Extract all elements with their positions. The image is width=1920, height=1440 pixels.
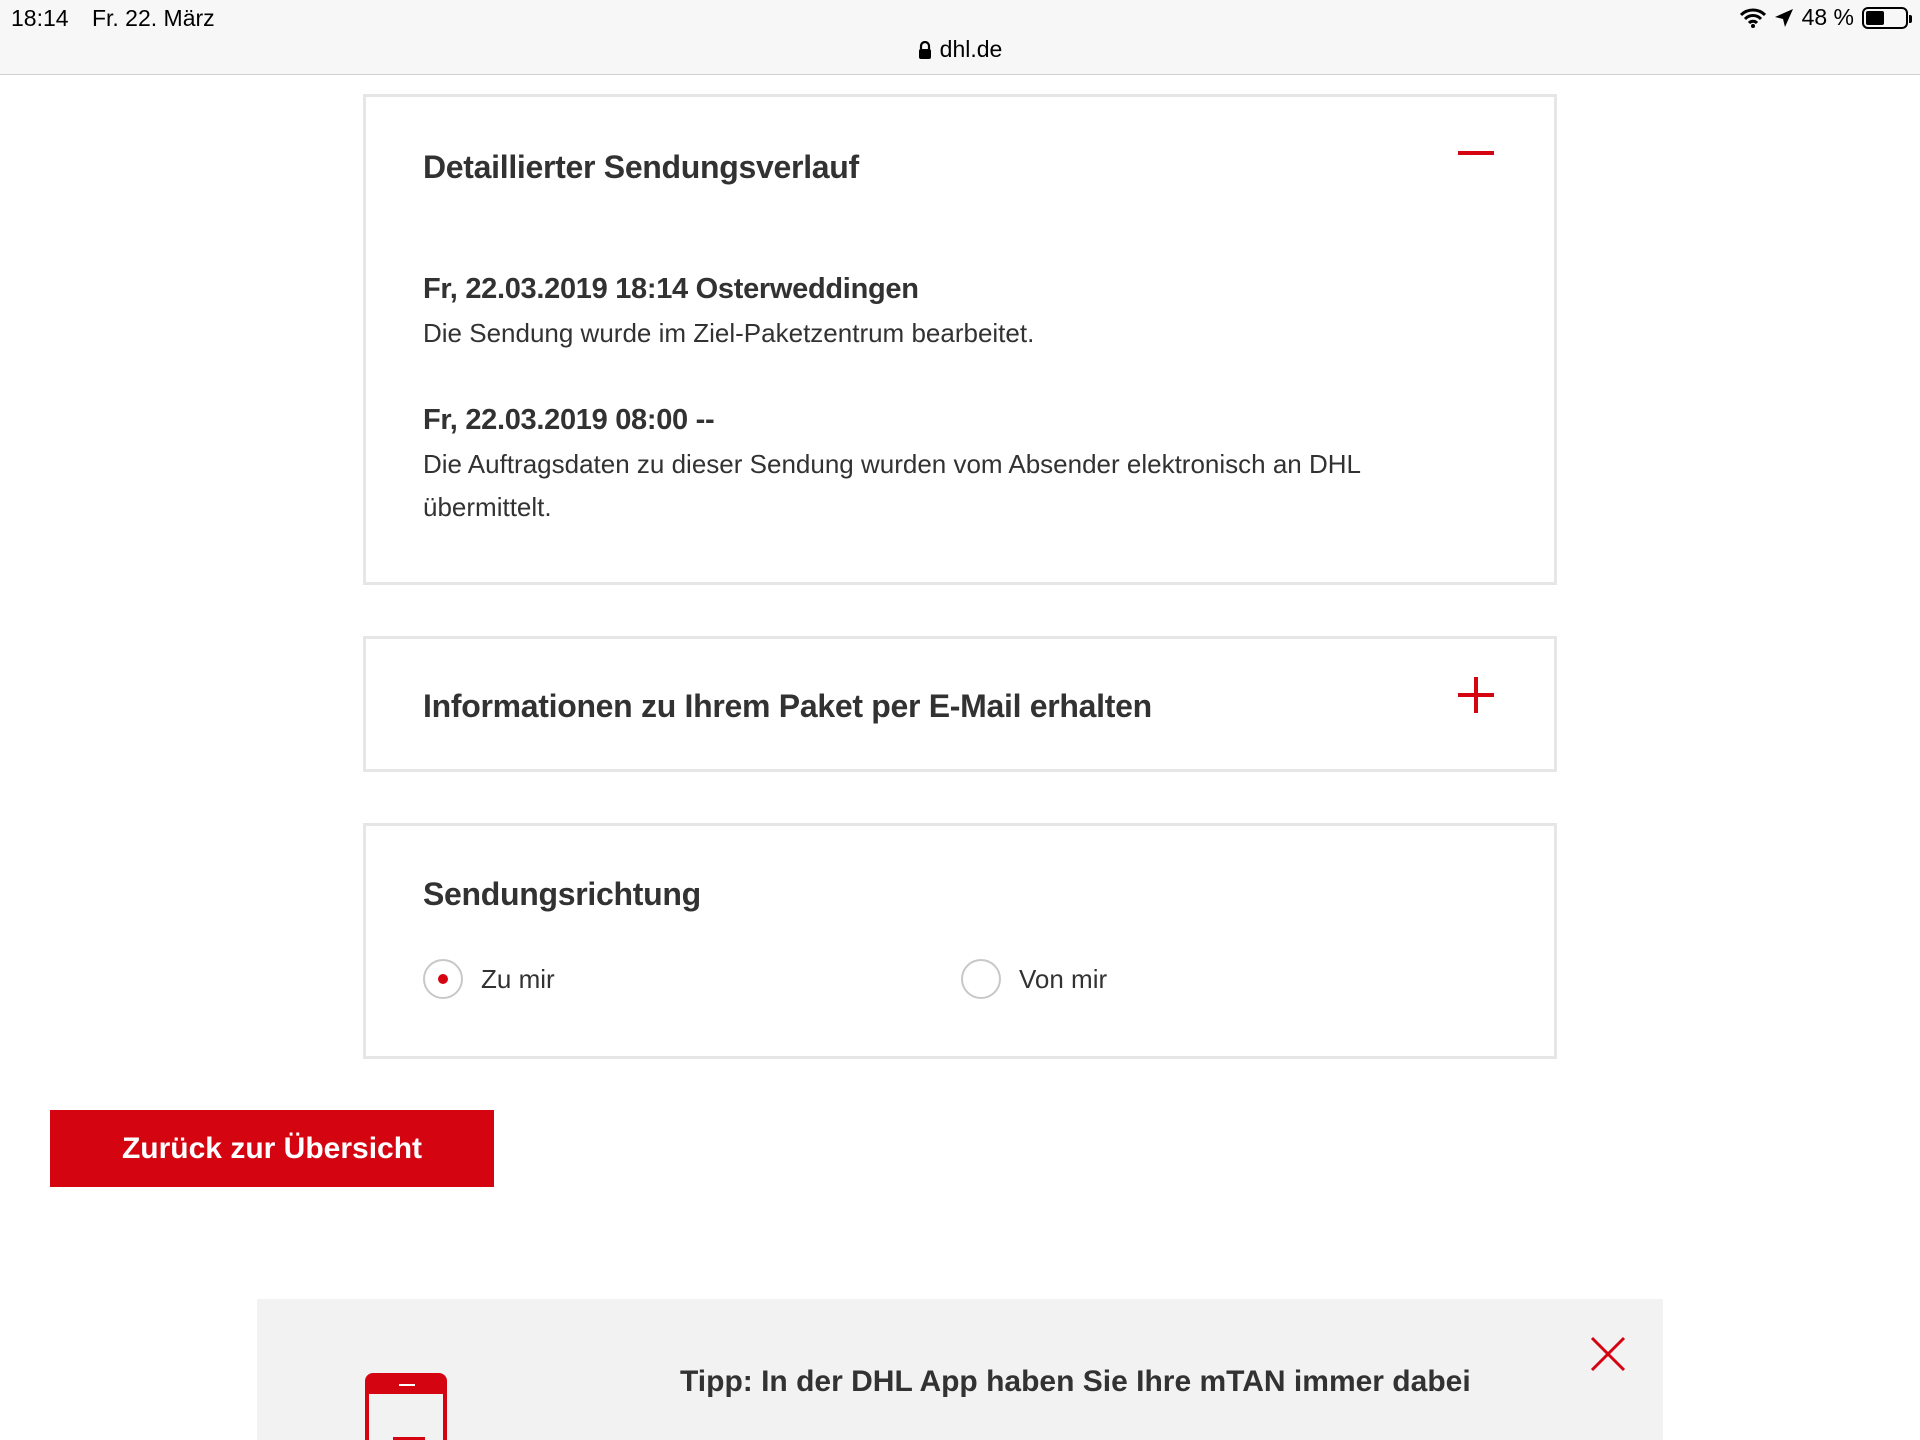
radio-button[interactable] (961, 959, 1001, 999)
radio-label: Von mir (1019, 963, 1108, 994)
battery-percent: 48 % (1801, 4, 1854, 30)
phone-icon (365, 1373, 447, 1440)
status-right (1740, 4, 1908, 31)
wifi-icon (1740, 8, 1766, 28)
shipment-history-title: Detaillierter Sendungsverlauf (423, 149, 859, 185)
status-date: Fr. 22. März (91, 5, 215, 31)
close-icon[interactable] (1590, 1336, 1626, 1372)
shipment-direction-title: Sendungsrichtung (423, 876, 701, 912)
battery-level (1866, 11, 1884, 25)
history-event (423, 273, 1463, 355)
status-time: 18:14 (11, 5, 69, 31)
email-info-card[interactable] (363, 636, 1557, 772)
shipment-direction-card (363, 823, 1557, 1059)
history-event-heading: Fr, 22.03.2019 08:00 -- (423, 404, 715, 436)
email-info-title: Informationen zu Ihrem Paket per E-Mail erhalten (423, 688, 1152, 724)
back-to-overview-button[interactable]: Zurück zur Übersicht (50, 1110, 494, 1187)
lock-icon (918, 41, 932, 59)
address-url: dhl.de (939, 36, 1003, 62)
status-bar (0, 0, 1920, 75)
collapse-minus-icon[interactable] (1458, 135, 1494, 171)
battery-icon (1862, 7, 1908, 29)
app-tip-banner (257, 1299, 1663, 1440)
radio-to-me[interactable] (423, 959, 555, 999)
status-left (11, 5, 232, 32)
tip-title: Tipp: In der DHL App haben Sie Ihre mTAN immer dabei (680, 1365, 1471, 1398)
expand-plus-icon[interactable] (1458, 677, 1494, 713)
location-arrow-icon (1774, 8, 1794, 28)
radio-button-checked[interactable] (423, 959, 463, 999)
history-event-description: Die Auftragsdaten zu dieser Sendung wurden vom Absender elektronisch an DHL übermittelt. (423, 449, 1361, 522)
history-event (423, 404, 1463, 529)
history-event-description: Die Sendung wurde im Ziel-Paketzentrum bearbeitet. (423, 318, 1035, 348)
history-event-heading: Fr, 22.03.2019 18:14 Osterweddingen (423, 273, 919, 305)
radio-from-me[interactable] (961, 959, 1107, 999)
shipment-history-card (363, 94, 1557, 585)
address-bar[interactable] (0, 36, 1920, 63)
radio-label: Zu mir (481, 963, 555, 994)
